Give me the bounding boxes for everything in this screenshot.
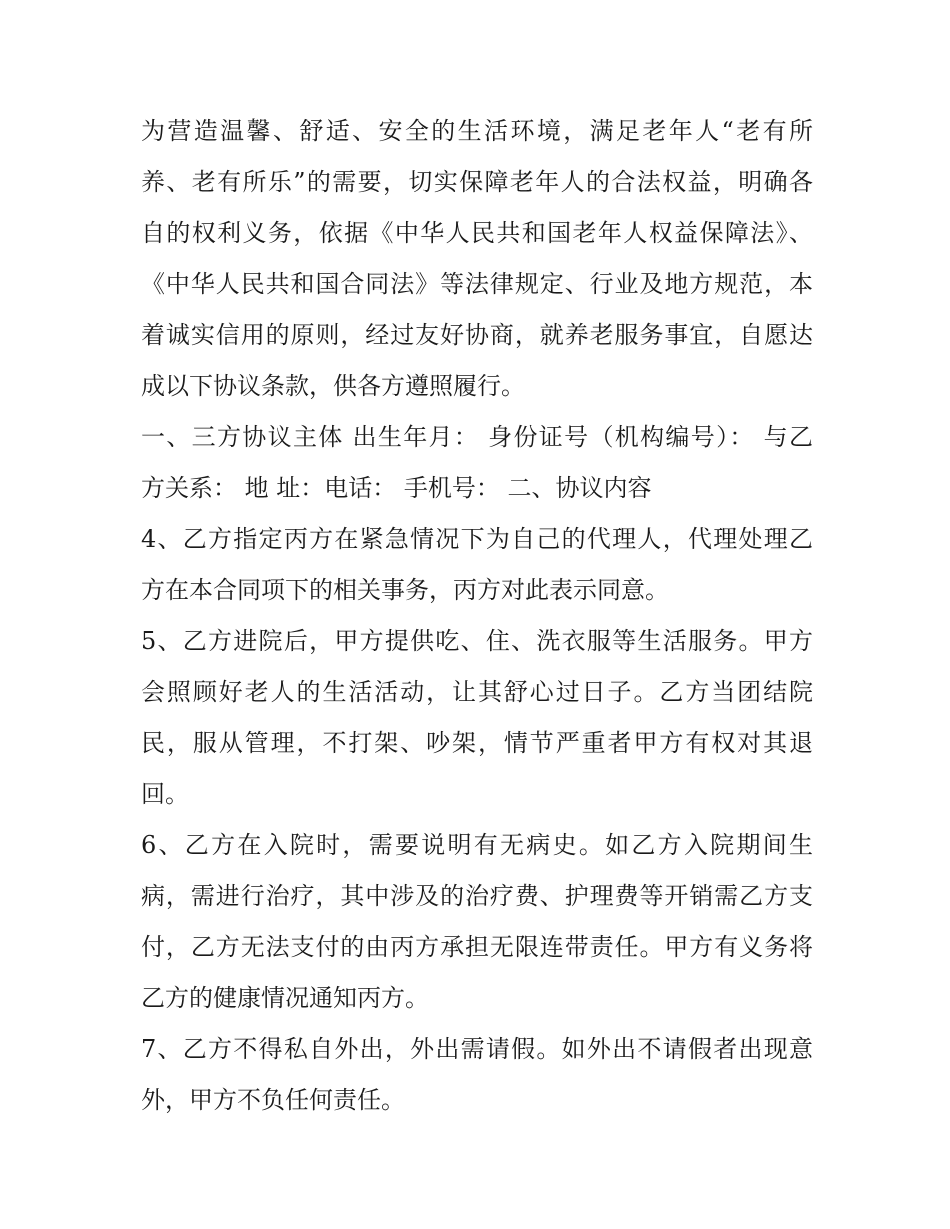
text-line: 回。 — [141, 780, 189, 808]
text-line: 乙方的健康情况通知丙方。 — [141, 984, 429, 1012]
text-line: 一、三方协议主体 出生年月： 身份证号（机构编号）： 与乙 — [141, 423, 813, 451]
text-line: 养、老有所乐”的需要，切实保障老年人的合法权益，明确各 — [141, 168, 813, 196]
text-line: 会照顾好老人的生活活动，让其舒心过日子。乙方当团结院 — [141, 678, 813, 706]
text-line: 方在本合同项下的相关事务，丙方对此表示同意。 — [141, 576, 669, 604]
text-line: 民，服从管理，不打架、吵架，情节严重者甲方有权对其退 — [141, 729, 813, 757]
text-line: 方关系： 地 址：电话： 手机号： 二、协议内容 — [141, 474, 652, 502]
text-line: 成以下协议条款，供各方遵照履行。 — [141, 372, 525, 400]
text-line: 付，乙方无法支付的由丙方承担无限连带责任。甲方有义务将 — [141, 933, 813, 961]
text-line: 病，需进行治疗，其中涉及的治疗费、护理费等开销需乙方支 — [141, 882, 813, 910]
text-line: 6、乙方在入院时，需要说明有无病史。如乙方入院期间生 — [141, 831, 813, 859]
text-line: 着诚实信用的原则，经过友好协商，就养老服务事宜，自愿达 — [141, 321, 813, 349]
text-line: 为营造温馨、舒适、安全的生活环境，满足老年人“老有所 — [141, 117, 813, 145]
text-line: 5、乙方进院后，甲方提供吃、住、洗衣服等生活服务。甲方 — [141, 627, 813, 655]
text-line: 4、乙方指定丙方在紧急情况下为自己的代理人，代理处理乙 — [141, 525, 813, 553]
text-line: 自的权利义务，依据《中华人民共和国老年人权益保障法》、 — [141, 219, 813, 247]
text-line: 《中华人民共和国合同法》等法律规定、行业及地方规范，本 — [141, 270, 813, 298]
contract-text — [141, 106, 813, 1126]
text-line: 外，甲方不负任何责任。 — [141, 1086, 405, 1114]
text-line: 7、乙方不得私自外出，外出需请假。如外出不请假者出现意 — [141, 1035, 813, 1063]
